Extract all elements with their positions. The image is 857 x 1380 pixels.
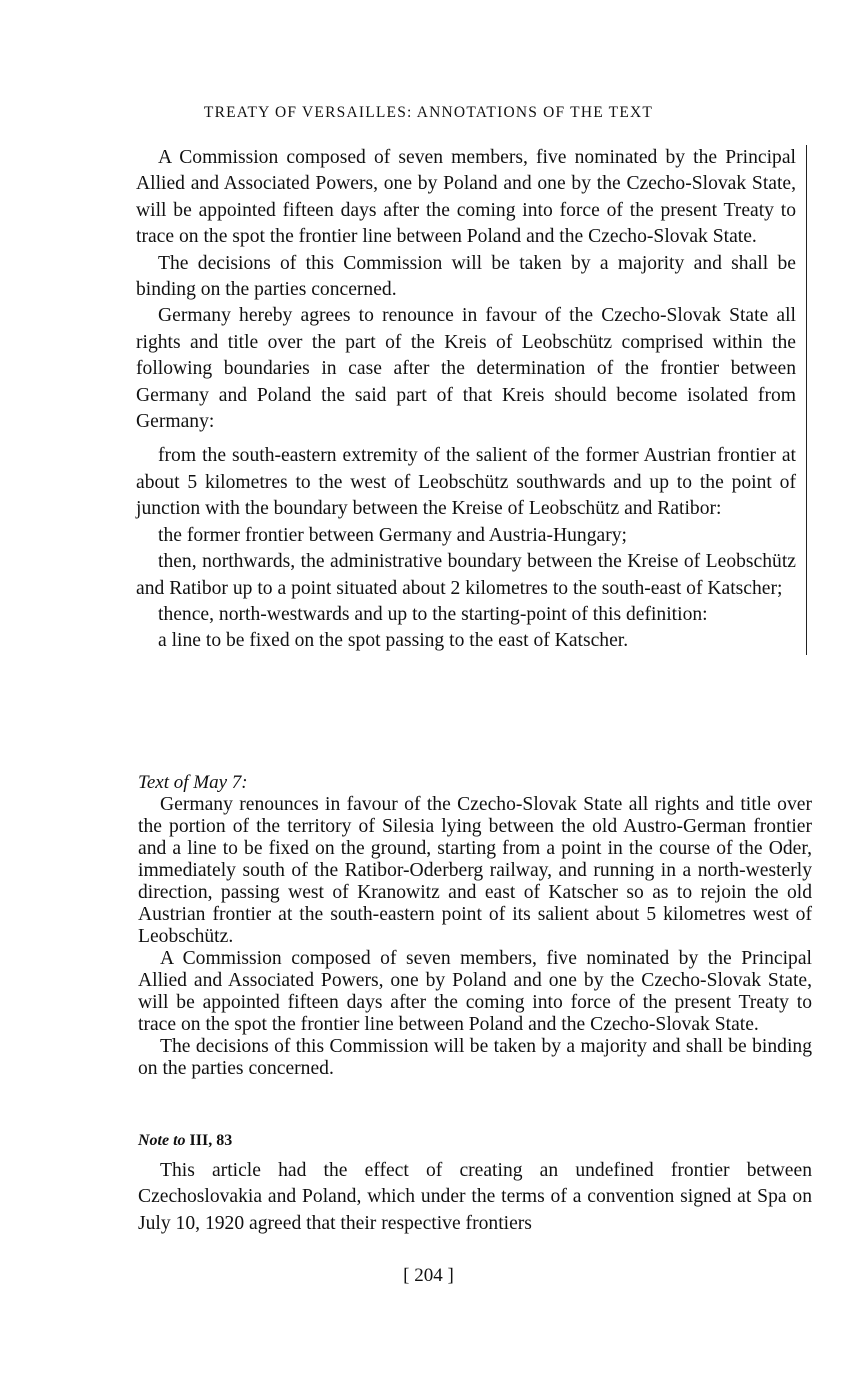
- paragraph: Germany renounces in favour of the Czecho-Slovak State all rights and title over the portion of the territory of Silesia lying between the old Austro-German frontier and a line to be fixed on the ground, starting from a point in the course of the Oder, immediately south of the Ratibor-Oderberg railway, and running in a north-westerly direction, passing west of Kranowitz and east of Katscher so as to rejoin the old Austrian frontier at the south-eastern point of its salient about 5 kilometres west of Leobschütz.: [138, 794, 812, 947]
- paragraph: a line to be fixed on the spot passing to the east of Katscher.: [158, 630, 629, 652]
- paragraph: Germany hereby agrees to renounce in favour of the Czecho-Slovak State all rights and title over the part of the Kreis of Leobschütz comprised within the following boundaries in case after the determination of the frontier between Germany and Poland the said part of that Kreis should become isolated from Germany:: [136, 305, 796, 433]
- note-prefix: Note to: [138, 1132, 186, 1149]
- may-7-text-block: [138, 794, 812, 1080]
- paragraph: from the south-eastern extremity of the salient of the former Austrian frontier at about 5 kilometres to the west of Leobschütz southwards and up to the point of junction with the boundary between the Kreise of Leobschütz and Ratibor:: [136, 445, 796, 520]
- paragraph: A Commission composed of seven members, five nominated by the Principal Allied and Associated Powers, one by Poland and one by the Czecho-Slovak State, will be appointed fifteen days after the coming into force of the present Treaty to trace on the spot the frontier line between Poland and the Czecho-Slovak State.: [136, 147, 796, 248]
- paragraph: The decisions of this Commission will be taken by a majority and shall be binding on the parties concerned.: [136, 252, 796, 301]
- running-head: TREATY OF VERSAILLES: ANNOTATIONS OF THE TEXT: [203, 104, 654, 121]
- page-number: [ 204 ]: [403, 1265, 454, 1286]
- paragraph: thence, north-westwards and up to the starting-point of this definition:: [158, 603, 708, 625]
- paragraph: A Commission composed of seven members, five nominated by the Principal Allied and Associated Powers, one by Poland and one by the Czecho-Slovak State, will be appointed fifteen days after the coming into force of the present Treaty to trace on the spot the frontier line between Poland and the Czecho-Slovak State.: [138, 948, 812, 1035]
- paragraph: The decisions of this Commission will be taken by a majority and shall be binding on the parties concerned.: [138, 1036, 812, 1079]
- text-of-may-7-label: Text of May 7:: [138, 772, 248, 793]
- note-reference: III, 83: [189, 1132, 233, 1149]
- amended-text-block: [136, 145, 807, 655]
- note-text-block: [138, 1158, 812, 1237]
- paragraph: This article had the effect of creating an undefined frontier between Czechoslovakia and Poland, which under the terms of a convention signed at Spa on July 10, 1920 agreed that their respective frontiers: [138, 1160, 812, 1234]
- paragraph: the former frontier between Germany and Austria-Hungary;: [158, 524, 627, 546]
- paragraph: then, northwards, the administrative boundary between the Kreise of Leobschütz and Ratibor up to a point situated about 2 kilometres to the south-east of Katscher;: [136, 551, 796, 599]
- note-heading: [138, 1132, 232, 1150]
